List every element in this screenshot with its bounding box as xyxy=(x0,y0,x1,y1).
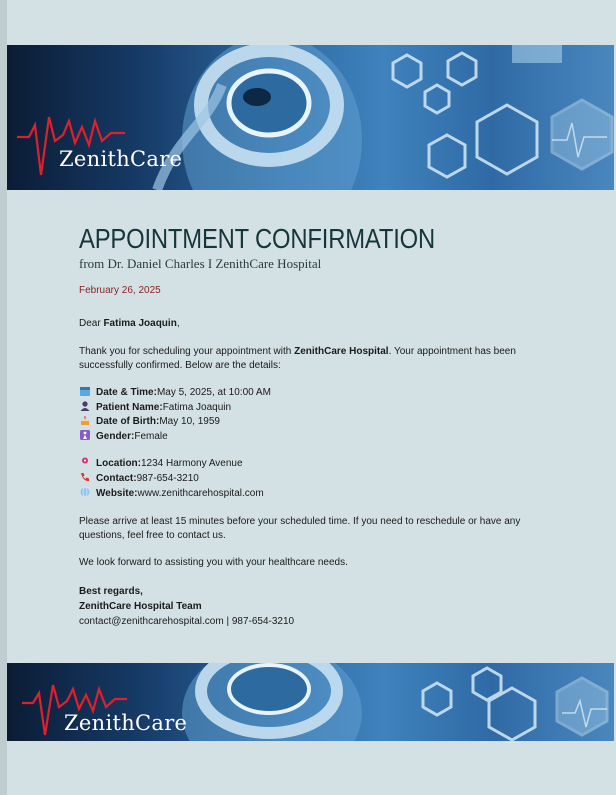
intro-paragraph: Thank you for scheduling your appointment with ZenithCare Hospital. Your appointment has been successfully confirmed. Below are the details: xyxy=(79,346,516,371)
detail-row: Gender: Female xyxy=(79,430,549,445)
contact-row: Website: www.zenithcarehospital.com xyxy=(79,487,549,502)
regards-line: Best regards, xyxy=(79,586,143,598)
contact-row: Contact: 987-654-3210 xyxy=(79,472,549,487)
detail-row: Date of Birth: May 10, 1959 xyxy=(79,415,549,430)
greeting: Dear Fatima Joaquin, xyxy=(79,318,180,329)
gender-icon xyxy=(79,430,91,445)
page-title: APPOINTMENT CONFIRMATION xyxy=(79,223,436,254)
detail-row: Patient Name: Fatima Joaquin xyxy=(79,401,549,416)
letter-content xyxy=(79,222,549,629)
brand-logo: ZenithCare xyxy=(59,147,183,171)
footer-banner xyxy=(7,663,614,741)
hospital-name: ZenithCare Hospital xyxy=(294,346,389,357)
cake-icon xyxy=(79,415,91,430)
phone-icon xyxy=(79,472,91,487)
hospital-contact xyxy=(79,457,549,501)
arrival-note: Please arrive at least 15 minutes before your scheduled time. If you need to reschedule or have any questions, feel free to contact us. xyxy=(79,516,521,542)
recipient-name: Fatima Joaquin xyxy=(103,318,177,329)
page-edge xyxy=(0,0,7,795)
signature-block xyxy=(79,584,549,629)
team-name: ZenithCare Hospital Team xyxy=(79,601,202,613)
person-icon xyxy=(79,401,91,416)
contact-row: Location: 1234 Harmony Avenue xyxy=(79,457,549,472)
calendar-icon xyxy=(79,386,91,401)
header-banner xyxy=(7,45,614,190)
closing-note: We look forward to assisting you with your healthcare needs. xyxy=(79,557,348,569)
page-subtitle: from Dr. Daniel Charles I ZenithCare Hospital xyxy=(79,256,322,271)
appointment-details xyxy=(79,386,549,444)
detail-row: Date & Time: May 5, 2025, at 10:00 AM xyxy=(79,386,549,401)
letter-date: February 26, 2025 xyxy=(79,285,161,296)
pin-icon xyxy=(79,457,91,472)
globe-icon xyxy=(79,487,91,502)
footer-contact: contact@zenithcarehospital.com | 987-654-3210 xyxy=(79,616,295,628)
brand-logo: ZenithCare xyxy=(64,711,188,735)
